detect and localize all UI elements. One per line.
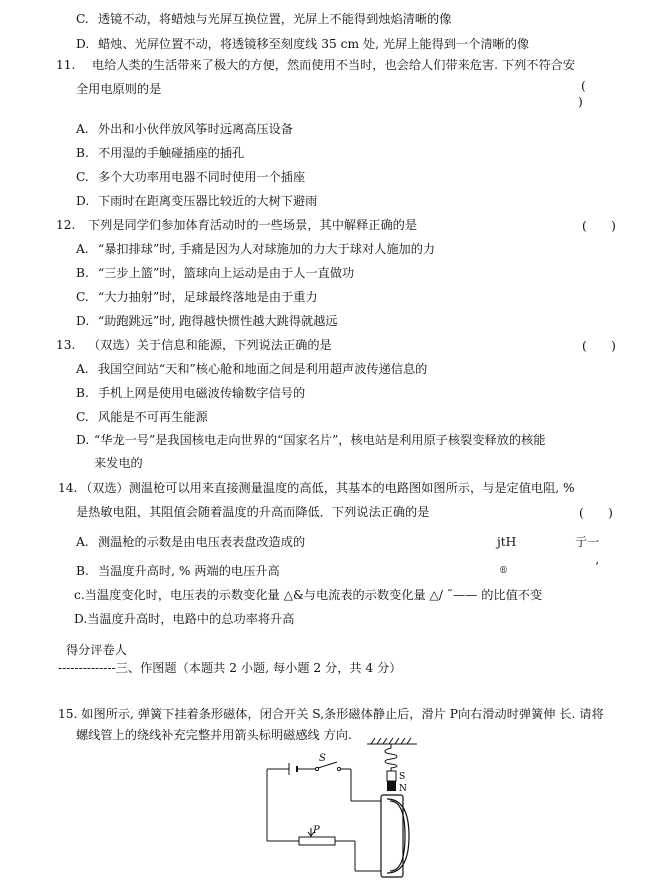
prev-option-d-label: D. — [76, 37, 90, 51]
spring — [385, 744, 397, 771]
q14-bracket: ( ) — [579, 506, 613, 520]
q13-option-a-text: 我国空间站“天和”核心舱和地面之间是利用超声波传递信息的 — [98, 362, 428, 376]
q13-option-c-label: C. — [76, 410, 89, 424]
q13-stem: （双选）关于信息和能源，下列说法正确的是 — [88, 338, 332, 352]
rheostat — [299, 837, 335, 845]
q14-scan-noise-a1: jtH — [497, 535, 517, 549]
magnet-n-label: N — [399, 784, 407, 794]
q12-option-c-label: C. — [76, 290, 89, 304]
q12-option-b-label: B. — [76, 266, 89, 280]
q14-stem-line2: 是热敏电阻，其阻值会随着温度的升高而降低．下列说法正确的是 — [76, 505, 430, 519]
solenoid — [381, 795, 409, 877]
magnet-s-label: S — [399, 772, 406, 782]
q11-bracket-close: ) — [578, 95, 583, 109]
q14-option-b-label: B. — [76, 564, 89, 578]
slider-label: P — [313, 825, 320, 836]
q14-option-a-text: 测温枪的示数是由电压表表盘改造成的 — [98, 535, 306, 549]
q12-number: 12. — [56, 218, 76, 232]
q13-option-b-label: B. — [76, 386, 89, 400]
q13-number: 13. — [56, 338, 76, 352]
q13-option-d-text: “华龙一号”是我国核电走向世界的“国家名片”，核电站是利用原子核裂变释放的核能 — [94, 433, 546, 447]
q11-option-a-text: 外出和小伙伴放风筝时远离高压设备 — [98, 122, 293, 136]
q11-option-d-text: 下雨时在距离变压器比较近的大树下避雨 — [98, 194, 318, 208]
q14-stem-line1: （双选）测温枪可以用来直接测量温度的高低，其基本的电路图如图所示，与是定值电阻, % — [80, 481, 575, 495]
circuit-wires — [267, 769, 381, 871]
q14-option-b-text: 当温度升高时, % 两端的电压升高 — [98, 564, 280, 578]
q11-bracket-open: ( — [581, 79, 586, 93]
q14-option-c: c.当温度变化时，电压表的示数变化量 △&与电流表的示数变化量 △/ ˜—— 的比值不变 — [74, 588, 543, 602]
q12-option-b-text: “三步上篮”时，篮球向上运动是由于人一直做功 — [98, 266, 355, 280]
q11-option-d-label: D. — [76, 194, 90, 208]
q13-option-b-text: 手机上网是使用电磁波传输数字信号的 — [98, 386, 306, 400]
q13-option-a-label: A. — [76, 362, 89, 376]
q11-option-b-text: 不用湿的手触碰插座的插孔 — [98, 146, 245, 160]
q15-stem-line2: 螺线管上的绕线补充完整并用箭头标明磁感线 方向. — [76, 728, 352, 742]
magnet-n-pole — [387, 781, 396, 791]
q15-stem-line1: 15. 如图所示, 弹簧下挂着条形磁体，闭合开关 S,条形磁体静止后，滑片 P向右滑动时弹簧伸 长. 请将 — [58, 707, 604, 721]
q12-option-d-label: D. — [76, 314, 90, 328]
q14-scan-noise-b2: ’ — [595, 560, 599, 574]
q13-option-d-label: D. — [76, 433, 90, 447]
q11-number: 11. — [56, 58, 76, 72]
q11-stem-line1: 电给人类的生活带来了极大的方便，然而使用不当时，也会给人们带来危害. 下列不符合安 — [92, 58, 576, 72]
prev-option-c-text: 透镜不动，将蜡烛与光屏互换位置，光屏上不能得到烛焰清晰的像 — [98, 12, 452, 26]
q12-bracket: ( ) — [582, 219, 616, 233]
magnet-s-pole — [387, 771, 396, 781]
q12-option-a-label: A. — [76, 242, 89, 256]
q12-option-c-text: “大力抽射”时，足球最终落地是由于重力 — [98, 290, 318, 304]
q14-option-a-label: A. — [76, 535, 89, 549]
q11-option-c-label: C. — [76, 170, 89, 184]
battery — [289, 763, 297, 775]
q11-option-b-label: B. — [76, 146, 89, 160]
circuit-figure — [255, 735, 425, 885]
q12-option-a-text: “暴扣排球”时, 手痛是因为人对球施加的力大于球对人施加的力 — [98, 242, 436, 256]
q13-option-c-text: 风能是不可再生能源 — [98, 410, 208, 424]
q11-option-c-text: 多个大功率用电器不同时使用一个插座 — [98, 170, 306, 184]
q13-bracket: ( ) — [582, 339, 616, 353]
q14-option-d: D.当温度升高时，电路中的总功率将升高 — [74, 612, 295, 626]
q14-scan-noise-a2: 亍一 — [575, 535, 600, 549]
section-header: --------------三、作图题（本题共 2 小题, 每小题 2 分，共 4 分） — [58, 661, 402, 675]
q11-stem-line2: 全用电原则的是 — [76, 82, 162, 96]
switch-label: S — [319, 753, 326, 764]
q13-option-d-continued: 来发电的 — [94, 456, 143, 470]
prev-option-d-text: 蜡烛、光屏位置不动，将透镜移至刻度线 35 cm 处, 光屏上能得到一个清晰的像 — [98, 37, 530, 51]
q12-stem: 下列是同学们参加体育活动时的一些场景，其中解释正确的是 — [88, 218, 418, 232]
q12-option-d-text: “助跑跳远”时, 跑得越快惯性越大跳得就越远 — [98, 314, 338, 328]
ceiling-support — [367, 738, 417, 744]
prev-option-c-label: C. — [76, 12, 89, 26]
q11-option-a-label: A. — [76, 122, 89, 136]
q14-number: 14. — [58, 481, 78, 495]
q14-scan-noise-b1: ® — [499, 566, 508, 576]
score-reviewer-label: 得分评卷人 — [66, 643, 127, 657]
